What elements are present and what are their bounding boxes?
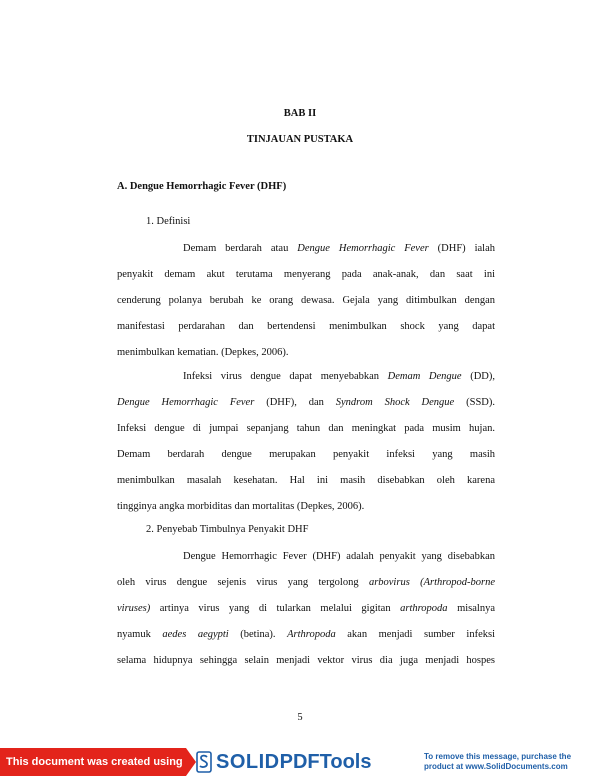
document-s-icon [196, 751, 212, 773]
watermark-banner[interactable] [0, 748, 600, 776]
subsection-penyebab: 2. Penyebab Timbulnya Penyakit DHF [146, 524, 309, 535]
para2-line3: Infeksi dengue di jumpai sepanjang tahun dan meningkat pada musim hujan. [117, 423, 495, 434]
chapter-title: TINJAUAN PUSTAKA [246, 134, 354, 145]
para3-line3: viruses) artinya virus yang di tularkan melalui gigitan arthropoda misalnya [117, 603, 495, 614]
logo-solid-text: SOLID [216, 750, 280, 773]
banner-purchase-notice[interactable] [424, 752, 600, 772]
para1-line4: manifestasi perdarahan dan bertendensi menimbulkan shock yang dapat [117, 321, 495, 332]
chapter-number: BAB II [283, 108, 317, 119]
purchase-line-1: To remove this message, purchase the [424, 752, 572, 761]
solidpdftools-logo[interactable] [196, 750, 371, 774]
para2-line6: tingginya angka morbiditas dan mortalitas (Depkes, 2006). [117, 501, 365, 512]
para2-line5: menimbulkan masalah kesehatan. Hal ini masih disebabkan oleh karena [117, 475, 495, 486]
purchase-line-2[interactable]: product at www.SolidDocuments.com [424, 762, 568, 771]
banner-created-text: This document was created using [0, 748, 186, 776]
page-number: 5 [297, 712, 303, 723]
para1-line5: menimbulkan kematian. (Depkes, 2006). [117, 347, 289, 358]
para2-line1: Infeksi virus dengue dapat menyebabkan Demam Dengue (DD), [183, 371, 495, 382]
para2-line2: Dengue Hemorrhagic Fever (DHF), dan Syndrom Shock Dengue (SSD). [117, 397, 495, 408]
para1-line2: penyakit demam akut terutama menyerang pada anak-anak, dan saat ini [117, 269, 495, 280]
para1-line1: Demam berdarah atau Dengue Hemorrhagic Fever (DHF) ialah [183, 243, 496, 254]
para3-line2: oleh virus dengue sejenis virus yang tergolong arbovirus (Arthropod-borne [117, 577, 495, 588]
section-heading: A. Dengue Hemorrhagic Fever (DHF) [117, 181, 287, 192]
para3-line5: selama hidupnya sehingga selain menjadi vektor virus dia juga menjadi hospes [117, 655, 495, 666]
subsection-definisi: 1. Definisi [146, 216, 191, 227]
para3-line1: Dengue Hemorrhagic Fever (DHF) adalah penyakit yang disebabkan [183, 551, 495, 562]
banner-arrow-icon [186, 748, 196, 776]
para2-line4: Demam berdarah dengue merupakan penyakit infeksi yang masih [117, 449, 495, 460]
para1-line3: cenderung polanya berubah ke orang dewasa. Gejala yang ditimbulkan dengan [117, 295, 495, 306]
logo-pdftools-text: PDFTools [279, 750, 372, 773]
para3-line4: nyamuk aedes aegypti (betina). Arthropoda akan menjadi sumber infeksi [117, 629, 496, 640]
